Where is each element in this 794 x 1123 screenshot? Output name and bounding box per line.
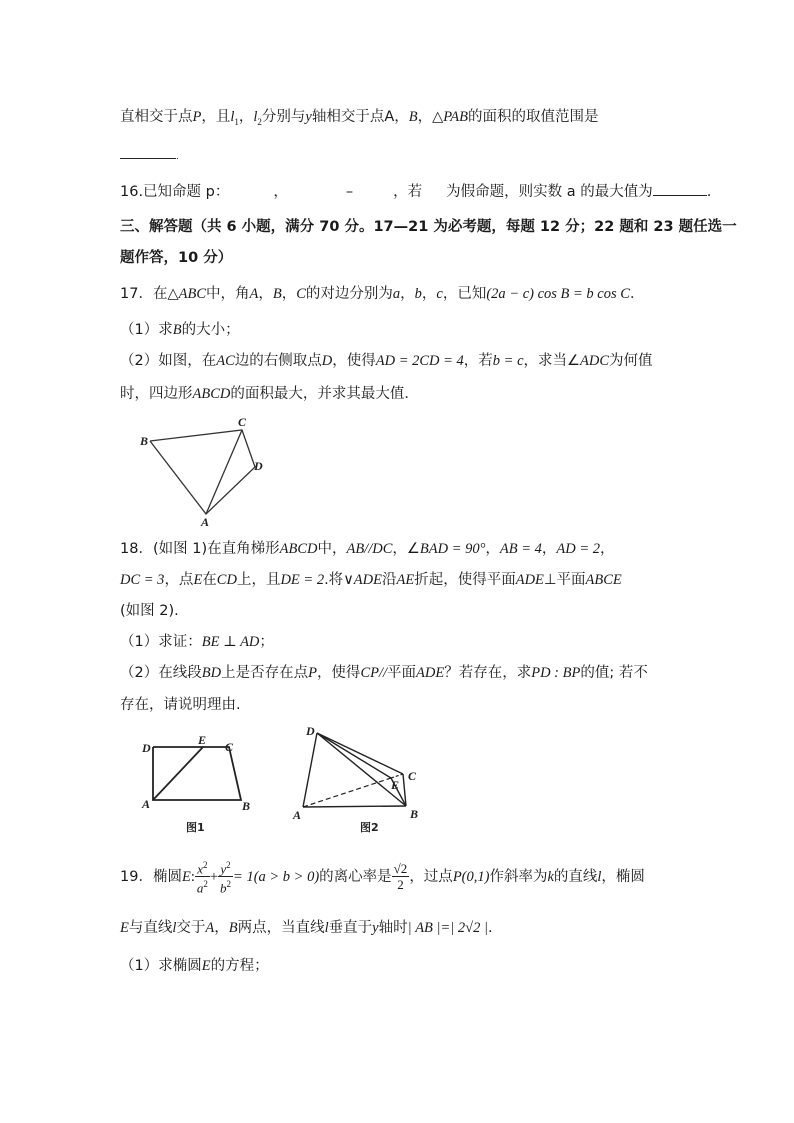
q18-part2 [120,663,648,683]
formula: DE = 2 [280,572,325,588]
text: （1）求 [120,322,173,338]
text: 的面积的取值范围是 [468,109,599,125]
text: 折起，使得平面 [414,572,516,588]
math-sub: 2 [257,116,262,127]
q18-fig-ref: (如图 2). [120,603,179,619]
text: 平面 [387,665,417,681]
text: 的离心率是 [319,868,392,885]
text: ， [281,286,297,302]
text: ，椭圆 [601,868,645,885]
vertex-label-B: B [140,434,149,448]
text: 中，角 [206,286,250,302]
math-var: ABCD [192,386,231,402]
math-var: b [414,286,422,302]
text: 上是否存在点 [221,665,309,681]
text: 直相交于点 [120,109,193,125]
math-var: l [172,920,177,936]
math-var: E [193,572,203,588]
math-var: B [172,322,182,338]
text: . [706,184,712,200]
text: ，使得 [332,353,376,369]
q18-figure-2-folded-solid [290,722,430,840]
text: 与直线 [128,920,173,936]
text: 为何值 [609,353,653,369]
math-var: AC [216,353,235,369]
math-var: ADE [515,572,544,588]
num: √2 [393,861,408,877]
math-var: ABC [178,286,206,302]
vertex-label-D: D [254,459,263,473]
formula: AB = 4 [499,541,542,557]
num: y [220,861,227,877]
q18-part1 [120,632,274,652]
formula: PD : BP [531,665,581,681]
text: : [190,868,195,885]
formula: (2a − c) cos B = b cos C [486,286,630,302]
math-var: A [249,286,259,302]
text: 17．在△ [120,286,179,302]
q16-line [120,181,711,202]
q17-part1 [120,320,240,340]
text: （2）如图，在 [120,353,217,369]
math-var: ADC [580,353,610,369]
text: ，△ [417,109,444,125]
fig2-label-A: A [293,808,302,822]
q17-quadrilateral-figure [130,412,280,532]
vertex-label-C: C [238,415,247,429]
text: 交于 [176,920,206,936]
text: ， [400,286,415,302]
text: ，若 [463,353,493,369]
formula: AD = 2CD = 4 [375,353,464,369]
vertex-label-A: A [201,515,210,529]
section-heading: 三、解答题（共 6 小题，满分 70 分。17—21 为必考题，每题 12 分；22 题和 23 题任选一 [120,219,737,235]
text: ， [485,541,500,557]
fraction-y2-b2: $\frac{y^2}{b^2}$ [220,860,232,896]
math-var: A [205,920,215,936]
text: – [345,184,354,200]
q17-part2 [120,351,653,371]
text: ，∠ [392,541,420,557]
math-var: ADE [416,665,445,681]
text: 平面 [556,572,586,588]
math-var: l [253,109,258,125]
q18-figure-1-trapezoid [136,730,266,840]
fig2-label-D: D [306,724,315,738]
text: ，过点 [409,868,453,885]
fraction-x2-a2: $\frac{x^2}{a^2}$ [196,860,208,896]
fig2-label-E: E [391,778,400,792]
math-var: a [392,286,401,302]
text: 在 [202,572,217,588]
fig1-label-B: B [242,799,251,813]
formula: | AB |=| 2√2 | [407,920,488,936]
text: 轴相交于点A， [311,109,409,125]
math-var: D [321,353,333,369]
formula: AB//DC [346,541,393,557]
fig2-label-B: B [410,807,419,821]
math-var: B [272,286,282,302]
math-var: l [324,920,329,936]
text: 为假命题，则实数 a 的最大值为 [446,184,653,200]
text: （2）在线段 [120,665,202,681]
text: ？若存在，求 [444,665,532,681]
formula: ∨ADE [343,572,382,588]
text: ，使得 [316,665,361,681]
text: . [487,920,493,936]
formula: b = c [492,353,524,369]
formula: BE ⊥ AD [201,634,260,650]
math-var: B [228,920,238,936]
text: ，点 [164,572,194,588]
den: 2 [397,877,404,893]
den: b [220,880,227,896]
text: 上，且 [236,572,281,588]
text: 的直线 [553,868,598,885]
math-var: k [547,868,554,885]
text: ， [421,286,437,302]
math-var: y [372,920,379,936]
text: 两点，当直线 [237,920,325,936]
text: 的方程； [210,958,269,974]
q17-part2-cont [120,384,419,404]
text: ， [600,541,615,557]
text: ，已知 [442,286,487,302]
math-var: E [181,868,191,885]
text: ； [259,634,274,650]
text: 中， [317,541,347,557]
fig2-label-C: C [408,769,417,783]
formula: DC = 3 [120,572,165,588]
math-var: P [308,665,317,681]
q19-stem-cont [120,918,493,938]
text: 垂直于 [328,920,373,936]
math-var: l [597,868,602,885]
math-var: AE [396,572,415,588]
text: 的面积最大，并求其最大值． [230,386,419,402]
text: 边的右侧取点 [234,353,322,369]
text: ，求当∠ [523,353,581,369]
q18-stem-cont [120,570,622,590]
formula: BAD = 90° [419,541,486,557]
q15-answer-blank-line: . [120,144,179,167]
math-var: C [296,286,306,302]
math-var: CD [216,572,237,588]
fig1-label-C: C [225,740,234,754]
text: 的对边分别为 [305,286,393,302]
q16-text: 16.已知命题 p： [120,184,230,200]
math-var: BD [201,665,222,681]
perp-symbol: ⊥ [543,572,557,588]
text: 18．(如图 1)在直角梯形 [120,541,280,557]
math-var: E [201,958,211,974]
den: a [196,880,204,896]
formula: = 1(a > b > 0) [233,868,320,885]
text: 的大小； [181,322,240,338]
text: ， [273,184,288,200]
math-var: c [436,286,443,302]
text: 分别与 [261,109,306,125]
fig1-caption: 图1 [186,821,205,834]
text: （1）求证： [120,634,202,650]
math-var: l [230,109,235,125]
text: ， [541,541,557,557]
text: 19．椭圆 [120,868,182,885]
q18-stem [120,539,615,559]
math-sub: 1 [234,116,239,127]
q18-part2-cont: 存在，请说明理由. [120,697,241,713]
math-var: B [408,109,418,125]
math-var: ABCD [279,541,318,557]
formula: CP// [360,665,388,681]
q19-stem: 19．椭圆E: $\frac{x^2}{a^2}$ + $\frac{y^2}{b^2}$ = 1(a > b > 0)的离心率是 $\frac{√2}{2}$ ，过点P(0,1)作斜率为k的直线l，椭圆 [120,860,645,896]
fig2-caption: 图2 [360,821,379,834]
math-var: ABCE [585,572,622,588]
q19-part1 [120,956,269,976]
q15-line [120,107,599,132]
math-var: E [120,920,129,936]
answer-blank [653,181,707,196]
text: ，且 [201,109,231,125]
text: ， [214,920,229,936]
text: .将 [324,572,344,588]
fig1-label-E: E [198,733,207,747]
math-var: y [305,109,312,125]
fig1-label-A: A [142,797,151,811]
text: 沿 [382,572,397,588]
formula: P(0,1) [452,868,490,885]
formula: AD = 2 [556,541,601,557]
fig1-label-D: D [142,741,151,755]
text: 时，四边形 [120,386,193,402]
q17-stem [120,284,644,304]
num: x [197,861,203,877]
text: ，若 [393,184,423,200]
text: ， [258,286,273,302]
text: ， [238,109,254,125]
text: ． [629,286,645,302]
math-var: PAB [443,109,468,125]
section-heading-cont: 题作答，10 分） [120,250,233,266]
math-var: P [192,109,202,125]
answer-blank [120,144,176,159]
text: （1）求椭圆 [120,958,202,974]
text: 轴时 [378,920,408,936]
text: 作斜率为 [489,868,548,885]
fraction-sqrt2-2 [392,861,410,892]
text: 的值; 若不 [580,665,648,681]
